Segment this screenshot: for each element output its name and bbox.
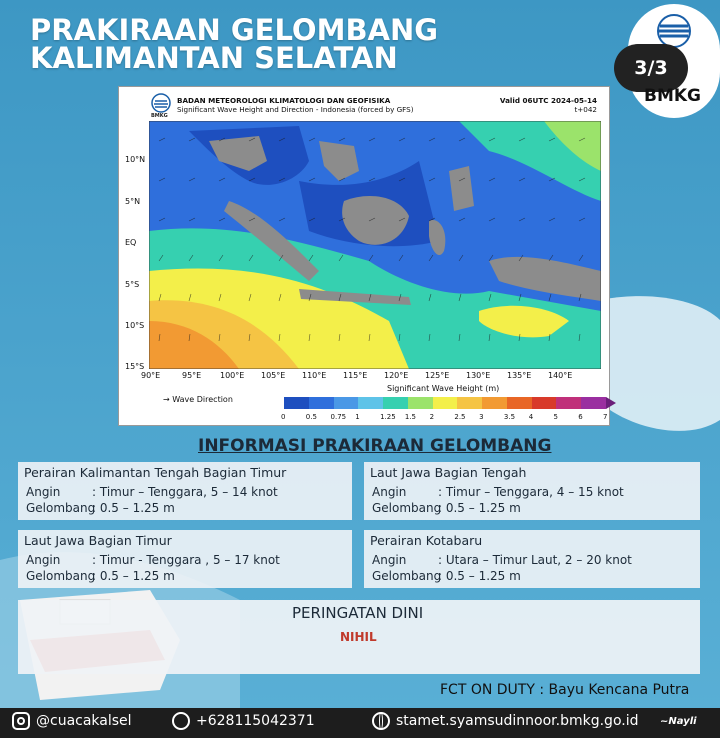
info-box-kotabaru [364, 530, 700, 588]
map-subtitle: Significant Wave Height and Direction - Indonesia (forced by GFS) [177, 105, 414, 114]
lon-label: 130°E [466, 371, 491, 380]
fct-name: Bayu Kencana Putra [548, 682, 690, 698]
footer-bar [0, 708, 720, 738]
colorbar-extend-arrow [606, 397, 616, 409]
early-warning-box [18, 600, 700, 674]
title-line-2: KALIMANTAN SELATAN [30, 41, 398, 75]
wave-map-panel [118, 86, 610, 426]
info-title: INFORMASI PRAKIRAAN GELOMBANG [198, 436, 552, 456]
colorbar-segment [457, 397, 482, 409]
instagram-icon [12, 712, 30, 730]
lon-label: 95°E [182, 371, 202, 380]
phone-number: +628115042371 [196, 713, 315, 729]
fct-on-duty [440, 682, 689, 698]
info-angin-row: Angin : Timur - Tenggara , 5 – 17 knot [26, 553, 280, 567]
colorbar-segment [433, 397, 458, 409]
lon-label: 100°E [220, 371, 245, 380]
colorbar-tick: 0.75 [330, 413, 347, 421]
lat-label: 5°N [125, 197, 141, 206]
website-url: stamet.syamsudinnoor.bmkg.go.id [396, 713, 639, 729]
info-box-title: Laut Jawa Bagian Timur [24, 533, 172, 548]
colorbar-tick: 0.5 [305, 413, 317, 421]
colorbar-segment [383, 397, 408, 409]
info-gelombang-row: Gelombang: 0.5 – 1.25 m [372, 501, 521, 515]
lon-label: 140°E [548, 371, 573, 380]
lon-label: 105°E [261, 371, 286, 380]
colorbar-tick: 7 [603, 413, 608, 421]
signature: ~Nayli [660, 716, 697, 727]
fct-label: FCT ON DUTY : [440, 682, 545, 698]
lon-label: 120°E [384, 371, 409, 380]
colorbar-segment [556, 397, 581, 409]
colorbar-tick: 0 [281, 413, 286, 421]
map-bmkg-icon [151, 93, 171, 115]
colorbar-segment [507, 397, 532, 409]
info-box-jawa-timur [18, 530, 352, 588]
whatsapp-icon [172, 712, 190, 730]
map-valid-time: Valid 06UTC 2024-05-14 [499, 96, 597, 105]
page-indicator-badge: 3/3 [614, 44, 688, 92]
info-box-kalteng-timur [18, 462, 352, 520]
title-line-1: PRAKIRAAN GELOMBANG [30, 13, 439, 47]
map-agency: BADAN METEOROLOGI KLIMATOLOGI DAN GEOFISIKA [177, 96, 391, 105]
colorbar-tick: 5 [553, 413, 558, 421]
wave-height-map [149, 121, 601, 369]
lat-label: 10°S [125, 321, 145, 330]
colorbar-tick: 6 [578, 413, 583, 421]
colorbar-segment [581, 397, 606, 409]
info-box-title: Laut Jawa Bagian Tengah [370, 465, 527, 480]
info-box-title: Perairan Kotabaru [370, 533, 483, 548]
colorbar-segment [309, 397, 334, 409]
info-angin-row: Angin : Utara – Timur Laut, 2 – 20 knot [372, 553, 632, 567]
footer-instagram[interactable] [12, 712, 132, 730]
colorbar-segment [532, 397, 557, 409]
colorbar-tick: 4 [528, 413, 534, 421]
colorbar-tick: 2 [429, 413, 435, 421]
lat-label: 10°N [125, 155, 146, 164]
colorbar-tick: 2.5 [454, 413, 466, 421]
arrow-right-icon: → [163, 395, 170, 404]
lon-label: 125°E [425, 371, 450, 380]
info-angin-row: Angin : Timur – Tenggara, 5 – 14 knot [26, 485, 278, 499]
colorbar-tick: 1.25 [380, 413, 396, 421]
lon-label: 135°E [507, 371, 532, 380]
page-title [30, 13, 439, 75]
wave-direction-legend [163, 395, 233, 404]
info-gelombang-row: Gelombang: 0.5 – 1.25 m [26, 569, 175, 583]
lon-label: 90°E [141, 371, 161, 380]
lat-label: 15°S [125, 362, 145, 371]
info-box-title: Perairan Kalimantan Tengah Bagian Timur [24, 465, 287, 480]
lon-label: 115°E [343, 371, 368, 380]
instagram-handle: @cuacakalsel [36, 713, 132, 729]
bmkg-emblem-icon [648, 14, 700, 48]
colorbar-title: Significant Wave Height (m) [387, 384, 500, 393]
lat-label: EQ [125, 238, 137, 247]
info-box-jawa-tengah [364, 462, 700, 520]
early-warning-value: NIHIL [340, 630, 377, 644]
info-gelombang-row: Gelombang: 0.5 – 1.25 m [372, 569, 521, 583]
colorbar-segment [334, 397, 359, 409]
colorbar-tick: 3.5 [503, 413, 516, 421]
footer-phone[interactable] [172, 712, 315, 730]
wave-direction-label: Wave Direction [172, 395, 233, 404]
map-forecast-step: t+042 [574, 105, 597, 114]
lon-label: 110°E [302, 371, 327, 380]
colorbar-segment [482, 397, 507, 409]
info-gelombang-row: Gelombang: 0.5 – 1.25 m [26, 501, 175, 515]
bmkg-logo-text: BMKG [644, 86, 702, 106]
colorbar-segment [284, 397, 309, 409]
colorbar-tick: 1.5 [404, 413, 416, 421]
lat-label: 5°S [125, 280, 140, 289]
globe-icon [372, 712, 390, 730]
colorbar-segment [358, 397, 383, 409]
info-angin-row: Angin : Timur – Tenggara, 4 – 15 knot [372, 485, 624, 499]
colorbar-tick: 1 [355, 413, 360, 421]
bmkg-logo [628, 4, 720, 118]
colorbar [284, 397, 606, 409]
footer-website[interactable] [372, 712, 639, 730]
colorbar-segment [408, 397, 433, 409]
map-logo-text: BMKG [151, 113, 168, 119]
early-warning-title: PERINGATAN DINI [292, 604, 424, 622]
colorbar-tick: 3 [479, 413, 484, 421]
